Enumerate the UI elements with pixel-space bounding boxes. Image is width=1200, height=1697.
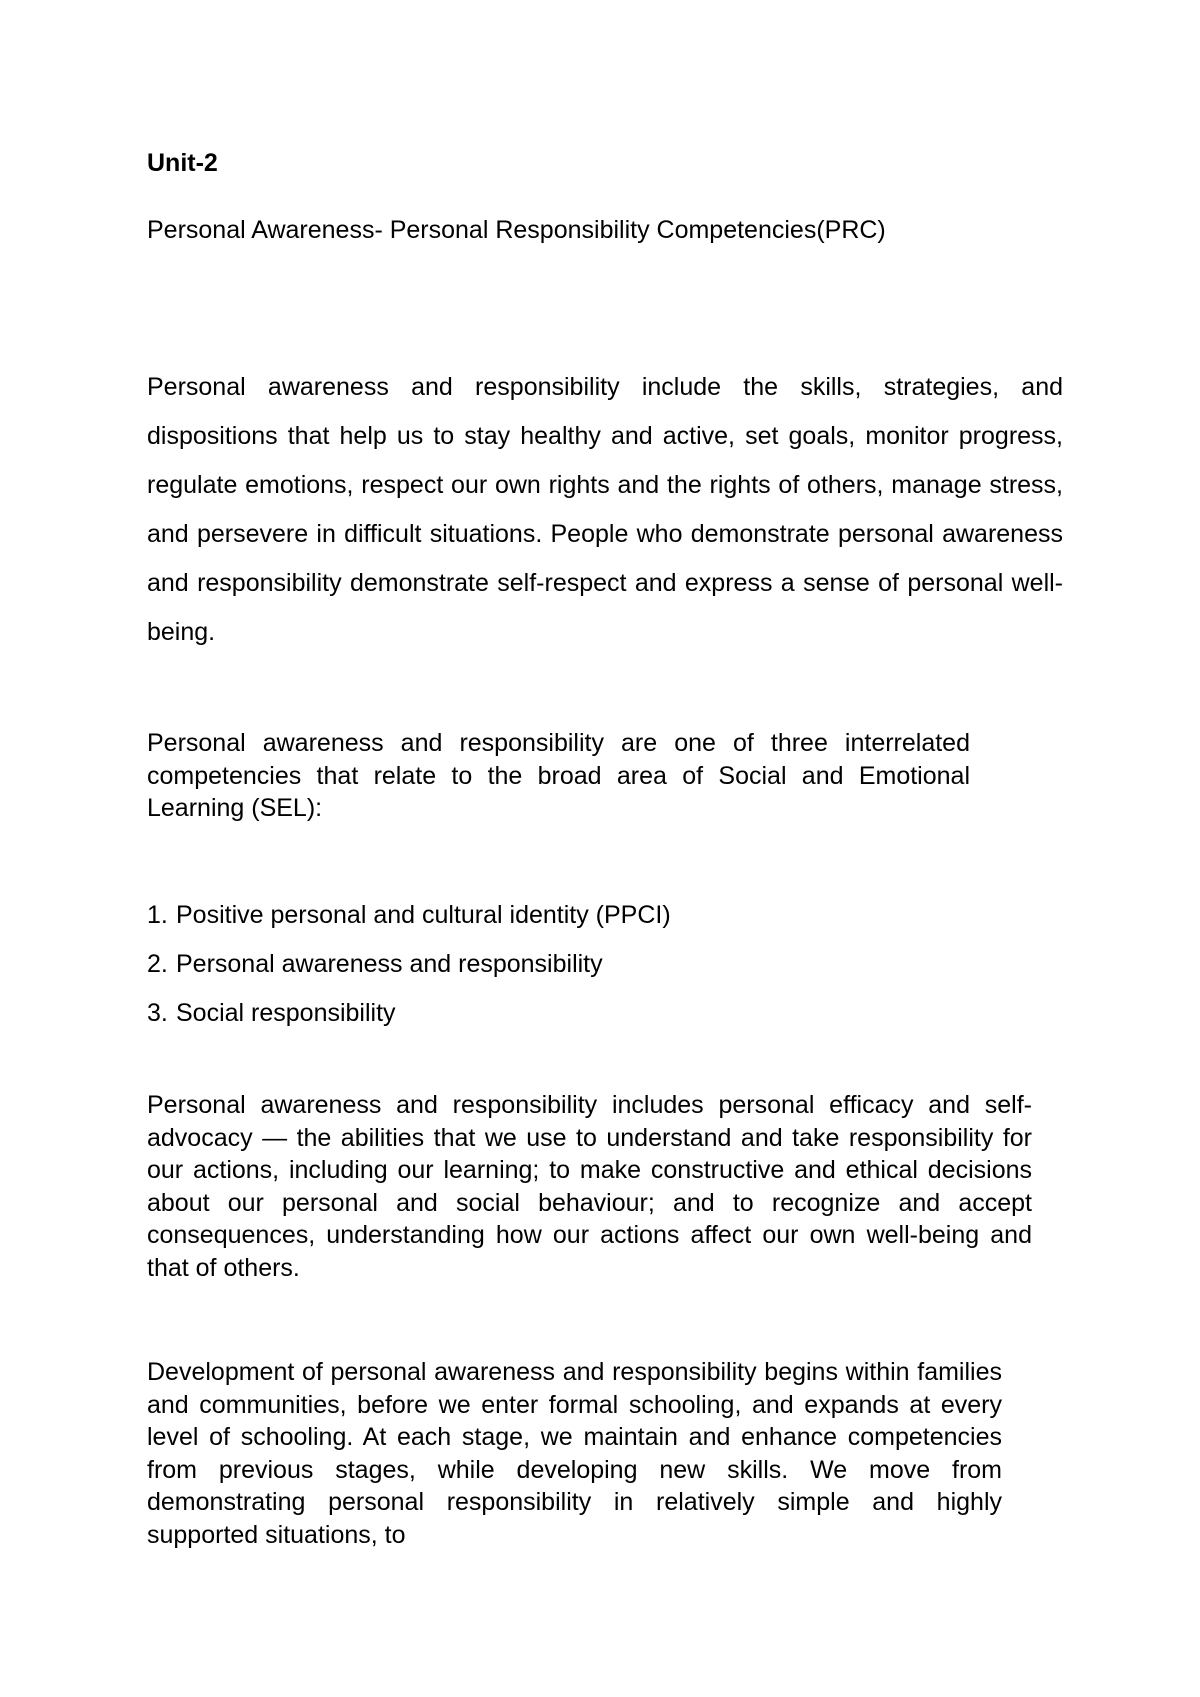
paragraph-definition: Personal awareness and responsibility include the skills, strategies, and dispositions that help us to stay healthy and active, set goals, monitor progress, regulate emotions, respect our own rights and the rights of others, manage stress, and persevere in difficult situations. People who demonstrate personal awareness and responsibility demonstrate self-respect and express a sense of personal well-being. xyxy=(147,373,1063,646)
list-item-number: 2. xyxy=(147,950,168,978)
list-item xyxy=(147,989,671,1038)
paragraph-development: Development of personal awareness and responsibility begins within families and communities, before we enter formal schooling, and expands at every level of schooling. At each stage, we maintain and enhance competencies from previous stages, while developing new skills. We move from demonstrating personal responsibility in relatively simple and highly supported situations, to xyxy=(147,1358,1002,1549)
paragraph-efficacy: Personal awareness and responsibility includes personal efficacy and self-advocacy — the abilities that we use to understand and take responsibility for our actions, including our learning; to make constructive and ethical decisions about our personal and social behaviour; and to recognize and accept consequences, understanding how our actions affect our own well-being and that of others. xyxy=(147,1091,1032,1282)
list-item-number: 1. xyxy=(147,901,168,929)
list-item xyxy=(147,940,671,989)
unit-title: Unit-2 xyxy=(147,149,218,177)
list-item-text: Social responsibility xyxy=(176,999,396,1027)
paragraph-sel-intro: Personal awareness and responsibility are one of three interrelated competencies that relate to the broad area of Social and Emotional Learning (SEL): xyxy=(147,729,970,822)
competency-list xyxy=(147,891,671,1038)
document-subtitle: Personal Awareness- Personal Responsibility Competencies(PRC) xyxy=(147,216,886,244)
list-item xyxy=(147,891,671,940)
list-item-text: Positive personal and cultural identity (PPCI) xyxy=(176,901,671,929)
list-item-number: 3. xyxy=(147,999,168,1027)
list-item-text: Personal awareness and responsibility xyxy=(176,950,603,978)
